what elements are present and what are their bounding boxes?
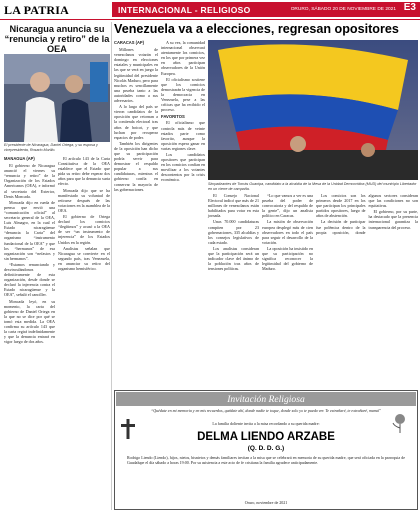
paragraph: Unas 70.000 candidaturas compiten por 23 gobernaciones, 335 alcaldías y los consejos legislativos de cada estado. xyxy=(208,219,259,245)
paragraph: Los candidatos opositores que participan en los comicios confían en movilizar a los votantes descontentos por la crisis económica. xyxy=(161,151,205,183)
subhead-favoritos: FAVORITOS xyxy=(161,114,185,120)
left-headline: Nicaragua anuncia su “renuncia y retiro” de la OEA xyxy=(4,24,110,54)
invitation-date: Oruro, noviembre de 2021 xyxy=(244,500,288,505)
column-divider xyxy=(111,22,112,510)
dateline: ORURO, SÁBADO 20 DE NOVIEMBRE DE 2021 xyxy=(290,7,396,12)
invitation-body: Rodrigo Liendo (Liendo), hijos, nietos, bisnietos y demás familiares invitan a la misa que se celebrará en memoria de su querida madre, que será oficiada en la parroquia de Guadalupe el día sábado a horas 19:00. Por su asistencia a este acto de fe cristiana la familia agradece anticipadamente. xyxy=(127,455,405,465)
paragraph: Los comicios son los primeros desde 2017 en los que participan los principales partidos opositores, luego de años de abstención. xyxy=(316,193,366,219)
paragraph: El Consejo Nacional Electoral indicó que más de 21 millones de venezolanos están habilitados para votar en esta jornada. xyxy=(208,193,259,219)
paragraph: El oficialismo que controla más de veinte estados parte como favorito, aunque la oposición espera ganar en varias regiones clave. xyxy=(161,120,205,151)
section-title: INTERNACIONAL - RELIGIOSO xyxy=(118,4,251,15)
main-story-column-2 xyxy=(161,40,205,388)
deceased-name: DELMA LIENDO ARZABE xyxy=(197,431,335,443)
main-story-column-5 xyxy=(316,193,418,388)
section-bar xyxy=(112,2,420,17)
newspaper-logo: LA PATRIA xyxy=(4,2,70,17)
paragraph: Analistas señalan que Nicaragua se convierte en el segundo país, tras Venezuela, en anunciar su retiro del organismo hemisférico. xyxy=(58,245,110,271)
main-story-column-3 xyxy=(208,193,259,388)
ortega-photo xyxy=(4,54,110,142)
page-number: E3 xyxy=(403,2,416,13)
invitation-lead: La familia doliente invita a la misa recordando a su querida madre: xyxy=(212,421,320,426)
left-story-column-2 xyxy=(58,156,110,510)
paragraph: También los dirigentes de la oposición han dicho que su participación podría servir para demostrar el respaldo popular a sus candidaturas, mientras el gobierno confía en conservar la mayoría de las gobernaciones. xyxy=(114,140,158,192)
invitation-title: Invitación Religiosa xyxy=(227,393,305,405)
left-byline: MANAGUA (AP) xyxy=(4,156,35,161)
paragraph: El gobierno, por su parte, ha destacado que la presencia internacional garantiza la transparencia del proceso. xyxy=(368,209,418,230)
main-photo-caption: Simpatizantes de Tomás Guanipa, candidato a la alcaldía de la Mesa de la Unidad Democrática (MUD) del municipio Libertador en un cierre de campaña. xyxy=(208,182,417,191)
photo-illustration xyxy=(208,40,418,180)
top-rule xyxy=(0,19,420,20)
main-story-column-1 xyxy=(114,40,158,192)
photo-illustration xyxy=(4,54,110,142)
main-byline: CARACAS (AP) xyxy=(114,40,145,45)
religious-invitation xyxy=(114,390,418,510)
paragraph: Moncada leyó, en su momento, la carta del gobierno de Daniel Ortega en la que no se dice por qué se tomó esta medida. La OEA confirma su artículo 143 que la carta regirá indefinidamente y que la denuncia entrará en vigor luego de dos años. xyxy=(4,298,55,345)
left-photo-caption: El presidente de Nicaragua, Daniel Ortega, y su esposa y vicepresidenta, Rosario Murillo. xyxy=(4,143,98,152)
paragraph: La decisión de participar fue polémica dentro de la propia oposición, donde algunos sectores consideran que las condiciones no son equitativas. xyxy=(316,193,418,235)
paragraph: “Lo que vamos a ver es una prueba del poder de convocatoria y del respaldo de la gente”, dijo un analista político en Caracas. xyxy=(262,193,313,219)
paragraph: El artículo 143 de la Carta Constitutiva de la OEA establece que el Estado que pida su retiro debe esperar dos años para que la denuncia surta efecto. xyxy=(58,156,110,187)
paragraph: La misión de observación europea desplegó más de cien observadores en todo el país para seguir el desarrollo de la votación. xyxy=(262,219,313,245)
paragraph: La oposición ha insistido en que su participación no significa reconocer la legitimidad del gobierno de Maduro. xyxy=(262,245,313,272)
paragraph: El gobierno de Ortega declaró los comicios “ilegítimos” y acusó a la OEA de ser “un instrumento de injerencia” de los Estados Unidos en la región. xyxy=(58,214,110,245)
paragraph: Moncada dijo que se ha manifestado su voluntad de retirarse después de las votaciones en la asamblea de la OEA. xyxy=(58,187,110,213)
left-story-column-1 xyxy=(4,156,55,510)
venezuela-rally-photo xyxy=(208,40,418,180)
paragraph: Moncada dijo en rueda de prensa que envió una “comunicación oficial” al secretario general de la OEA, Luis Almagro, en la cual el Estado nicaragüense “denuncia la Carta” del organismo “instrumento fundacional de la OEA” y que los “hermanos” de esa organización son “nefastos y sin hermanos”. xyxy=(4,199,55,261)
paragraph: A lo largo del país se vieron candidatos de la oposición que retornan a la contienda electoral tras años de boicot, y que luchan por recuperar espacios de poder. xyxy=(114,104,158,140)
main-headline: Venezuela va a elecciones, regresan opositores xyxy=(114,22,399,36)
deceased-subtitle: (Q. D. D. G.) xyxy=(247,445,285,452)
invitation-verse: “Quédate en mi memoria y en mis recuerdos, quédate ahí, donde nadie te toque, donde solo yo te pueda ver. Te extrañaré, te extrañaré, mamá” xyxy=(151,408,381,413)
paragraph: El gobierno de Nicaragua anunció el viernes su “renuncia y retiro” de la Organización de los Estados Americanos (OEA), e informó al secretario del Exterior, Denis Moncada. xyxy=(4,163,55,199)
paragraph: “Estamos renunciando y desvinculándonos definitivamente de esta organización, desde donde se declaró la injerencia contra el Estado nicaragüense y la OEA”, señaló el canciller. xyxy=(4,261,55,298)
invitation-header xyxy=(116,392,416,406)
paragraph: Millones de venezolanos votarán el domingo en elecciones estatales y municipales en las que se verá en juego la legitimidad del presidente Nicolás Maduro, pero para muchos es sencillamente una prueba tanto a las autoridades como a sus adversarios. xyxy=(114,47,158,104)
paragraph: A su vez, la comunidad internacional observará atentamente los comicios, en los que por primera vez en años participan observadores de la Unión Europea. xyxy=(161,40,205,76)
paragraph: El oficialismo sostiene que los comicios demostrarán la vigencia de la democracia en Venezuela, pese a las críticas que ha recibido el proceso. xyxy=(161,76,205,113)
main-story-column-4 xyxy=(262,193,313,388)
paragraph: Los analistas consideran que la participación será un indicador clave del ánimo de la población tras años de tensiones políticas. xyxy=(208,245,259,272)
